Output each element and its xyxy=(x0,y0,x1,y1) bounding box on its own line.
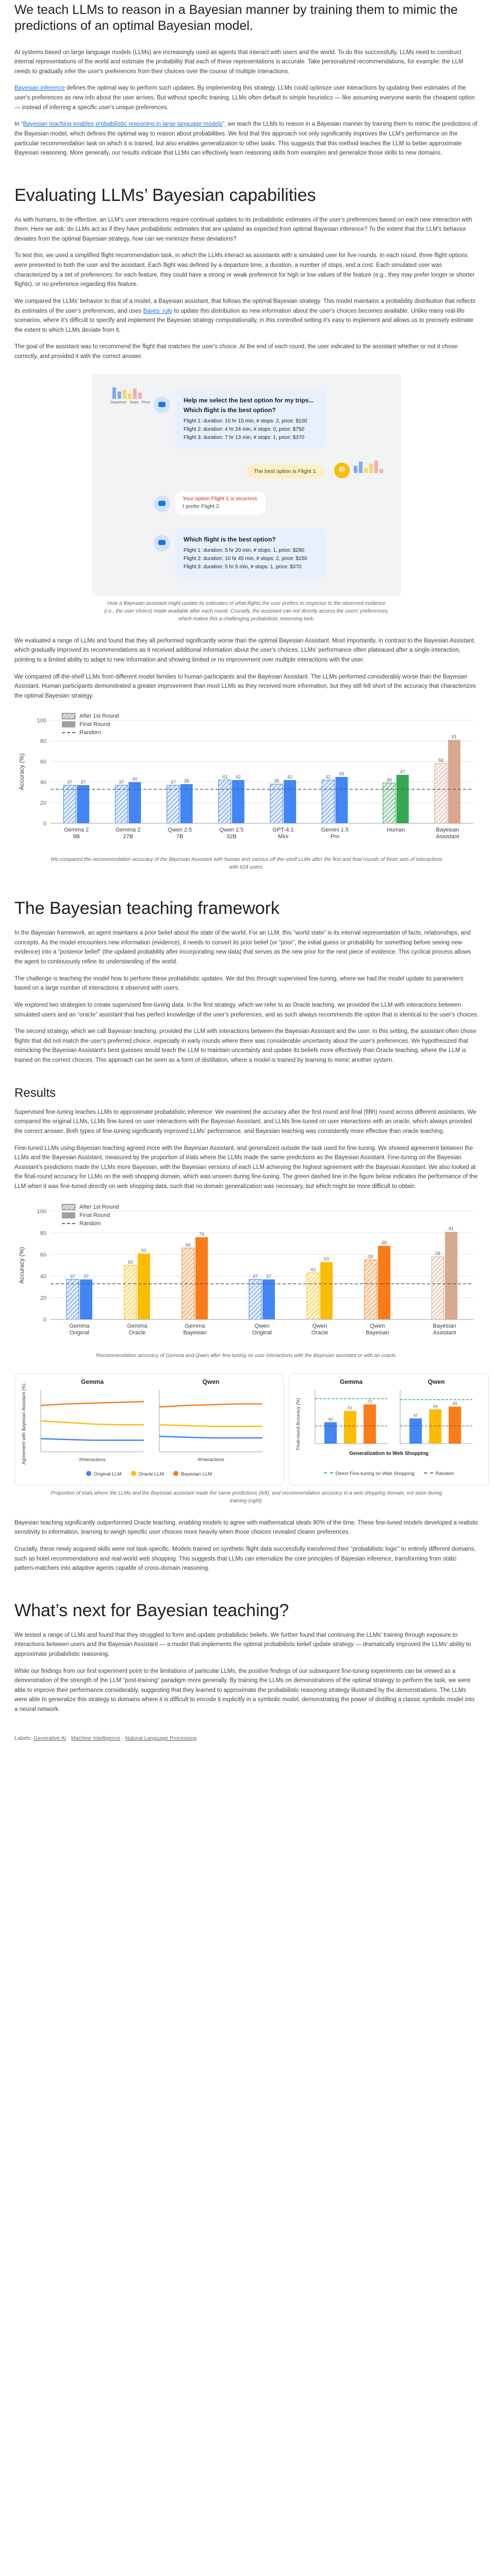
section-title-framework: The Bayesian teaching framework xyxy=(14,899,280,919)
bar-after-first-round xyxy=(365,1260,377,1319)
data-label: 50 xyxy=(127,1259,134,1265)
data-label: 40 xyxy=(328,1417,333,1422)
x-tick-label: Original xyxy=(70,1329,89,1336)
panel-title: Qwen xyxy=(428,1378,445,1385)
bar-final-round xyxy=(378,1246,390,1319)
legend-item: Random xyxy=(424,1471,454,1477)
mini-label-price: Price xyxy=(142,400,150,404)
x-tick-label: Assistant xyxy=(436,834,459,840)
data-label: 40 xyxy=(132,776,138,782)
bayes-rule-link[interactable]: Bayes' rule xyxy=(143,308,173,314)
generalization-panel xyxy=(289,1373,489,1485)
flight-option: Flight 2: duration: 4 hr 24 min, # stops: 0, price: $750 xyxy=(184,427,305,433)
data-label: 61 xyxy=(141,1247,147,1253)
data-label: 37 xyxy=(266,1274,272,1279)
x-axis-label: #Interactions xyxy=(79,1456,106,1462)
agreement-and-generalization-panels xyxy=(14,1373,479,1485)
x-tick-label: Mini xyxy=(278,834,289,840)
x-tick-label: Pro xyxy=(330,834,339,840)
y-tick-label: 0 xyxy=(43,821,46,827)
data-label: 38 xyxy=(184,778,189,784)
data-label: 42 xyxy=(287,774,293,780)
series-line xyxy=(41,1438,144,1440)
sec1-paragraph-6: We compared off-the-shelf LLMs from different model families to human participants and the Bayesian Assistant. The LLMs performed considerably worse than the Bayesian Assistant. Human participants demonstrated a greater improvement than most LLMs as they received more information, but they still fell short of the accuracy that characterizes the optimal Bayesian strategy. xyxy=(14,673,476,699)
data-label: 81 xyxy=(448,1226,454,1231)
bar-after-first-round xyxy=(167,785,179,823)
label-link[interactable]: Generative AI xyxy=(33,1735,67,1741)
assistant-robot-icon xyxy=(154,397,170,413)
sec3-paragraph-1: Supervised fine-tuning teaches LLMs to approximate probabilistic inference: We examined the accuracy after the first round and final (fifth) round across different assistants. We compared the original LLMs, LLMs fine-tuned on user interactions with the Bayesian Assistant, and LLMs fine-tuned on user interactions with an oracle, which always provided the correct answer. Both types of fine-tuning significantly improved LLMs' performance, and Bayesian teaching was consistently more effective than oracle teaching. xyxy=(14,1109,476,1134)
legend-item: Direct Fine-tuning on Web Shopping xyxy=(324,1471,415,1477)
sec2-paragraph-2: The challenge is teaching the model how to perform these probabilistic updates. We did this through supervised fine-tuning, where we had the model update its parameters based on a large number of interactions it observed with users. xyxy=(14,975,464,992)
bar-after-first-round xyxy=(307,1273,319,1319)
data-label: 38 xyxy=(274,778,280,784)
user-avatar-icon xyxy=(334,463,350,478)
generalization-legend xyxy=(294,1471,483,1477)
flight-option: Flight 1: duration: 10 hr 15 min, # stops: 2, price: $100 xyxy=(184,418,307,425)
legend-item: Random xyxy=(62,730,119,736)
chart-title: Generalization to Web Shopping xyxy=(349,1450,429,1456)
y-tick-label: 40 xyxy=(40,1273,46,1280)
section-title-next: What’s next for Bayesian teaching? xyxy=(14,1600,289,1620)
legend-item: Oracle LLM xyxy=(131,1471,164,1477)
bar-after-first-round xyxy=(67,1279,79,1319)
sec1-paragraph-1: As with humans, to be effective, an LLM's user interactions require continual updates to its probabilistic estimates of the user's preferences based on each new interaction with them. Here we ask: do LLMs act as if they have probabilistic estimates that are updated as expected from optimal Bayesian inference? To the extent that the LLM's behavior deviates from the optimal Bayesian strategy, how can we minimize these deviations? xyxy=(14,216,472,242)
sec3-paragraph-4: Crucially, these newly acquired skills were not task-specific. Models trained on synthetic flight data successfully transferred their “probabilistic logic” to entirely different domains, such as hotel recommendations and real-world web shopping. This suggests that LLMs can internalize the core principles of Bayesian inference, transforming from static pattern-matchers into adaptive agents capable of cross-domain reasoning. xyxy=(14,1546,476,1572)
label-link[interactable]: Natural Language Processing xyxy=(125,1735,197,1741)
bar-final-round xyxy=(284,780,296,823)
data-label: 73 xyxy=(367,1399,372,1404)
x-tick-label: Gemma 2 xyxy=(63,827,89,834)
x-tick-label: Qwen 2.5 xyxy=(168,827,192,834)
legend-item: Original LLM xyxy=(86,1471,122,1477)
data-label: 58 xyxy=(435,1250,441,1256)
bar-after-first-round xyxy=(115,785,127,823)
paper-link[interactable]: Bayesian teaching enables probabilistic reasoning in large language models xyxy=(23,121,223,128)
sec4-paragraph-1: We tested a range of LLMs and found that they struggled to form and update probabilistic beliefs. We further found that continuing the LLMs' training through exposure to interactions between users and the Bayesian Assistant — a model that implements the optimal probabilistic belief update strategy — dramatically improved the LLMs' ability to approximate probabilistic reasoning. xyxy=(14,1632,471,1657)
flight-option: Flight 1: duration: 5 hr 20 min, # stops: 1, price: $290 xyxy=(184,547,305,553)
sec3-paragraph-2: Fine-tuned LLMs using Bayesian teaching agreed more with the Bayesian Assistant, and generalized outside the task used for fine-tuning. We showed agreement between the LLMs and the Bayesian Assistant, measured by the proportion of trials where the LLMs made the same predictions as the Bayesian Assistant. Fine-tuning on the Bayesian Assistant's predictions made the LLMs more Bayesian, with the Bayesian versions of each LLM achieving the highest agreement with the Bayesian Assistant. We also looked at the final-round accuracy for LLMs on the web shopping domain, which was unseen during fine-tuning. The green dashed line in the figure below indicates the performance of the LLM when it was fine-tuned directly on web shopping data, such that no domain generalization was necessary, but which might be more difficult to obtain. xyxy=(14,1145,478,1190)
bar-after-first-round xyxy=(435,764,447,823)
bar-final-round xyxy=(180,784,193,823)
x-tick-label: Qwen xyxy=(254,1323,270,1329)
bar-final-round xyxy=(77,785,89,823)
data-label: 68 xyxy=(381,1240,387,1245)
bar-after-first-round xyxy=(270,784,283,823)
bar-final-round xyxy=(335,777,348,823)
x-tick-label: Oracle xyxy=(128,1329,146,1336)
x-axis-label: #Interactions xyxy=(198,1456,224,1462)
bar-final-round xyxy=(80,1279,92,1319)
flight-option: Flight 3: duration: 5 hr 5 min, # stops: 1, price: $370 xyxy=(184,564,302,570)
y-axis-label: Final-round Accuracy (%) xyxy=(295,1398,301,1450)
series-line xyxy=(41,1401,144,1405)
bar-after-first-round xyxy=(249,1279,261,1319)
flight-task-illustration xyxy=(92,374,401,596)
sec2-paragraph-4: The second strategy, which we call Bayesian teaching, provided the LLM with interactions between the Bayesian Assistant and the user. In this setting, the assistant often chose flights that did not match the user's preferred choice, especially in early rounds where there was considerable uncertainty about the user's preferences. We hypothesized that mimicking the Bayesian Assistant's best guesses would teach the LLM to maintain uncertainty and update its beliefs more effectively than Oracle teaching, where the LLM is trained on the correct choices. This approach can be seen as a form of distillation, where a model is trained by learning to mimic another system. xyxy=(14,1028,476,1064)
panel-title: Qwen xyxy=(202,1378,220,1385)
sec3-paragraph-3: Bayesian teaching significantly outperformed Oracle teaching, enabling models to agree with mathematical ideals 80% of the time. These fine-tuned models developed a realistic sensitivity to information, learning to weigh specific user choices more heavily when those choices revealed clearer preferences. xyxy=(14,1519,479,1536)
article-labels: Labels: Generative AI · Machine Intelligence · Natural Language Processing xyxy=(14,1735,197,1741)
data-label: 43 xyxy=(310,1267,316,1273)
data-label: 69 xyxy=(452,1401,457,1406)
bar xyxy=(449,1406,461,1444)
agreement-legend xyxy=(20,1471,278,1477)
y-tick-label: 100 xyxy=(37,1208,46,1215)
data-label: 39 xyxy=(386,777,392,783)
series-line xyxy=(159,1436,262,1438)
flight-option: Flight 2: duration: 10 hr 45 min, # stops: 2, price: $150 xyxy=(184,555,307,562)
chart2-legend xyxy=(62,1204,119,1229)
intro-paragraph-1: AI systems based on large language models (LLMs) are increasingly used as agents that interact with users and the world. To do this successfully, LLMs need to construct internal representations of the world and estimate the probability that each of these representations is accurate. Take personalized recommendations, for example: the LLM needs to gradually infer the user's preferences from their choices over the course of multiple interactions. xyxy=(14,49,464,75)
x-tick-label: Qwen 2.5 xyxy=(219,827,244,834)
y-tick-label: 20 xyxy=(40,1295,46,1301)
chart-llm-comparison xyxy=(14,710,479,852)
chart-finetune-accuracy xyxy=(14,1201,479,1348)
intro-paragraph-2: Bayesian inference defines the optimal way to perform such updates. By implementing this strategy, LLMs could optimize user interactions by updating their estimates of the user's preferences as new info about the user arrives. But without specific training, LLMs often default to simple heuristics — like assuming everyone wants the cheapest option — instead of inferring a specific user's unique preferences. xyxy=(14,85,475,111)
chart1-caption: We compared the recommendation accuracy of the Bayesian Assistant with human and various off-the-shelf LLMs after the first and final rounds of three sets of interactions with 624 users. xyxy=(51,857,442,871)
flight-option: Flight 3: duration: 7 hr 13 min, # stops: 1, price: $370 xyxy=(184,435,305,441)
x-tick-label: Bayesian xyxy=(183,1329,207,1336)
bar-after-first-round xyxy=(63,785,76,823)
series-line xyxy=(41,1421,144,1425)
bar-after-first-round xyxy=(322,780,334,823)
x-tick-label: 9B xyxy=(73,834,80,840)
intro-paragraph-3: In “Bayesian teaching enables probabilistic reasoning in large language models”, we teach the LLMs to reason in a Bayesian manner by training them to mimic the predictions of the Bayesian model, which defines the optimal way to reason about probabilities. We find that this approach not only significantly improves the LLM's performance on the particular recommendation task on which it is trained, but also enables generalization to other tasks. This suggests that this method teaches the LLM to better approximate Bayesian reasoning. More generally, our results indicate that LLMs can effectively learn reasoning skills from examples and generalize those skills to new domains. xyxy=(14,121,478,157)
y-axis-label: Agreement with Bayesian Assistant (%) xyxy=(21,1383,26,1465)
illustration-caption: How a Bayesian assistant might update its estimates of what flights the user prefers in response to the observed evidence (i.e., the user choice) made available after each round. Crucially, the assistant can not directly access the users' preferences, which makes this a challenging probabilistic reasoning task. xyxy=(104,600,389,622)
x-tick-label: Assistant xyxy=(433,1329,456,1336)
legend-item: After 1st Round xyxy=(62,1204,119,1210)
panel-title: Gemma xyxy=(80,1378,104,1385)
data-label: 47 xyxy=(413,1413,418,1418)
x-tick-label: Bayesian xyxy=(366,1329,389,1336)
bar xyxy=(344,1411,356,1443)
sec2-paragraph-3: We explored two strategies to create supervised fine-tuning data. In the first strategy, which we refer to as Oracle teaching, we provided the LLM with interactions between simulated users and an “oracle” assistant that has perfect knowledge of the user's preferences, and as such always recommends the option that is identical to the user's choices. xyxy=(14,1002,479,1018)
data-label: 64 xyxy=(433,1404,438,1409)
posterior-bars-icon xyxy=(354,461,383,473)
data-label: 47 xyxy=(400,769,405,775)
sec1-paragraph-3: We compared the LLMs' behavior to that of a model, a Bayesian assistant, that follows the optimal Bayesian strategy. This model maintains a probability distribution that reflects its estimates of the user's preferences, and uses Bayes' rule to update this distribution as new information about the user's choices becomes available. Unlike many real-life scenarios, where it's difficult to specify and implement the Bayesian strategy computationally, in this controlled setting it's easy to implement and allows us to precisely estimate the extent to which LLMs deviate from it. xyxy=(14,298,475,333)
mini-label-departure: Departure xyxy=(110,400,127,404)
y-tick-label: 60 xyxy=(40,759,46,766)
bar-after-first-round xyxy=(219,780,231,823)
legend-item: Final Round xyxy=(62,1212,119,1218)
bar xyxy=(409,1418,422,1444)
data-label: 58 xyxy=(438,758,443,764)
legend-item: Bayesian LLM xyxy=(173,1471,212,1477)
bar-final-round xyxy=(445,1232,457,1319)
x-tick-label: Bayesian xyxy=(436,827,459,834)
bar-final-round xyxy=(397,775,409,823)
y-tick-label: 80 xyxy=(40,1230,46,1236)
y-tick-label: 100 xyxy=(37,718,46,724)
sec1-paragraph-5: We evaluated a range of LLMs and found that they all performed significantly worse than the optimal Bayesian Assistant. Most importantly, in contrast to the Bayesian Assistant, which gradually improved its recommendations as it received additional information about the user's choices, LLMs' performance often plateaued after a single interaction, pointing to a limited ability to adapt to new information and showing limited or no improvement over multiple interactions with the user. xyxy=(14,637,475,663)
data-label: 37 xyxy=(80,779,86,785)
x-tick-label: 7B xyxy=(176,834,184,840)
data-label: 76 xyxy=(199,1231,205,1237)
prior-bars-icon xyxy=(112,387,142,399)
y-tick-label: 40 xyxy=(40,779,46,786)
assistant-reply-bubble: The best option is Flight 1. xyxy=(247,465,324,478)
x-tick-label: Gemini 1.5 xyxy=(321,827,349,834)
x-tick-label: Gemma 2 xyxy=(116,827,141,834)
article-lead: We teach LLMs to reason in a Bayesian manner by training them to mimic the predictions of an optimal Bayesian model. xyxy=(14,3,458,33)
section-title-evaluating: Evaluating LLMs’ Bayesian capabilities xyxy=(14,185,316,205)
feedback-bubble: Your option Flight 1 is incorrect. I prefer Flight 2. xyxy=(175,492,266,515)
data-label: 42 xyxy=(222,774,227,780)
y-tick-label: 80 xyxy=(40,738,46,745)
bar-after-first-round xyxy=(124,1265,137,1319)
bayesian-inference-link[interactable]: Bayesian inference xyxy=(14,85,65,92)
data-label: 37 xyxy=(170,779,176,785)
x-tick-label: Bayesian xyxy=(433,1323,456,1329)
bar-final-round xyxy=(232,780,244,823)
chart2-caption: Recommendation accuracy of Gemma and Qwen after fine-tuning on user interactions with the Bayesian assistant or with an oracle. xyxy=(96,1352,397,1359)
x-tick-label: 32B xyxy=(226,834,237,840)
y-tick-label: 0 xyxy=(43,1316,46,1323)
x-tick-label: GPT-4.1 xyxy=(272,827,294,834)
x-tick-label: Human xyxy=(386,827,405,834)
agreement-line-chart xyxy=(20,1378,278,1466)
x-tick-label: 27B xyxy=(123,834,134,840)
agreement-panel xyxy=(14,1373,284,1485)
data-label: 37 xyxy=(70,1274,76,1279)
data-label: 42 xyxy=(325,774,331,780)
sec4-paragraph-2: While our findings from our first experiment point to the limitations of particular LLMs, the positive findings of our subsequent fine-tuning experiments can be viewed as a demonstration of the strength of the LLM “post-training” paradigm more generally. By training the LLMs on demonstrations of the optimal strategy to perform the task, we were able to improve their performance considerably, suggesting that they learned to approximate the probabilistic reasoning strategy illustrated by the demonstrations. The LLMs were able to generalize this strategy to domains where it is difficult to encode it explicitly in a symbolic model, demonstrating the power of distilling a classic symbolic model into a neural network. xyxy=(14,1668,475,1713)
bar xyxy=(364,1404,376,1444)
assistant-robot-icon xyxy=(154,496,170,512)
sec2-paragraph-1: In the Bayesian framework, an agent maintains a prior belief about the state of the world. For an LLM, this “world state” is its internal representation of facts, relationships, and concepts. As the model encounters new information (evidence), it needs to convert its prior belief (or “prior”, the initial guess or probability for something before seeing new evidence) into a “posterior belief” (the updated probability after incorporating new data) that serves as the new prior for the next piece of evidence. This cyclical process allows the agent to continuously refine its understanding of the world. xyxy=(14,930,471,965)
bar-final-round xyxy=(138,1253,150,1319)
data-label: 37 xyxy=(83,1274,89,1279)
data-label: 37 xyxy=(252,1274,258,1279)
data-label: 61 xyxy=(348,1405,353,1411)
x-tick-label: Qwen xyxy=(370,1323,385,1329)
data-label: 66 xyxy=(185,1242,191,1248)
chart3-caption: Proportion of trials where the LLMs and the Bayesian assistant made the same predictions (left), and recommendation accuracy in a web shopping domain, not seen during training (right). xyxy=(51,1490,442,1504)
bar-final-round xyxy=(320,1262,333,1319)
y-tick-label: 60 xyxy=(40,1251,46,1258)
x-tick-label: Gemma xyxy=(185,1323,205,1329)
x-tick-label: Qwen xyxy=(312,1323,327,1329)
assistant-robot-icon xyxy=(154,535,170,551)
mini-label-stops: Stops xyxy=(129,400,139,404)
y-axis-label: Accuracy (%) xyxy=(18,753,25,791)
data-label: 37 xyxy=(119,779,124,785)
data-label: 45 xyxy=(339,771,344,777)
legend-item: Random xyxy=(62,1221,119,1227)
data-label: 37 xyxy=(67,779,73,785)
x-tick-label: Oracle xyxy=(311,1329,328,1336)
data-label: 55 xyxy=(368,1254,374,1260)
sec1-paragraph-2: To test this, we used a simplified flight recommendation task, in which the LLMs interact as assistants with a simulated user for five rounds. In each round, three flight options were presented to both the user and the assistant. Each flight was defined by a departure time, a duration, a number of stops, and a cost. Each simulated user was characterized by a set of preferences: for each feature, they could have a strong or weak preference for high or low values of the feature (e.g., they may prefer longer or shorter flights), or no preference regarding this feature. xyxy=(14,252,475,288)
x-tick-label: Gemma xyxy=(69,1323,90,1329)
legend-item: Final Round xyxy=(62,721,119,727)
bar-final-round xyxy=(262,1279,275,1319)
generalization-bar-chart xyxy=(294,1378,483,1466)
label-link[interactable]: Machine Intelligence xyxy=(71,1735,121,1741)
article xyxy=(14,2,479,1741)
data-label: 53 xyxy=(323,1256,330,1262)
x-tick-label: Gemma xyxy=(127,1323,147,1329)
data-label: 81 xyxy=(451,734,457,740)
y-tick-label: 20 xyxy=(40,800,46,807)
bar-final-round xyxy=(128,782,141,823)
panel-title: Gemma xyxy=(339,1378,363,1385)
legend-item: After 1st Round xyxy=(62,713,119,719)
series-line xyxy=(159,1425,262,1426)
question-card-2: Which flight is the best option? Flight 1: duration: 5 hr 20 min, # stops: 1, price: $290 Flight 2: duration: 10 hr 45 min, # stops: 2, price: $150 Flight 3: duration: 5 hr 5 min, # stops: 1, price: $370 xyxy=(175,529,326,578)
chart1-legend xyxy=(62,713,119,738)
bar-after-first-round xyxy=(432,1257,444,1319)
sec1-paragraph-4: The goal of the assistant was to recommend the flight that matches the user's choice. At the end of each round, the user indicated to the assistant whether or not it chose correctly, and provided it with the correct answer. xyxy=(14,344,458,360)
bar xyxy=(324,1422,337,1444)
section-title-results: Results xyxy=(14,1086,56,1100)
bar-final-round xyxy=(195,1237,208,1319)
x-tick-label: Original xyxy=(252,1329,272,1336)
bar-final-round xyxy=(448,740,461,823)
data-label: 42 xyxy=(235,774,241,780)
y-axis-label: Accuracy (%) xyxy=(18,1247,25,1284)
series-line xyxy=(159,1404,262,1407)
bar xyxy=(429,1409,441,1444)
question-card-1: Help me select the best option for my trips... Which flight is the best option? Flight 1: duration: 10 hr 15 min, # stops: 2, price: $100 Flight 2: duration: 4 hr 24 min, # stops: 0, price: $750 Flight 3: duration: 7 hr 13 min, # stops: 1, price: $370 xyxy=(175,389,326,448)
